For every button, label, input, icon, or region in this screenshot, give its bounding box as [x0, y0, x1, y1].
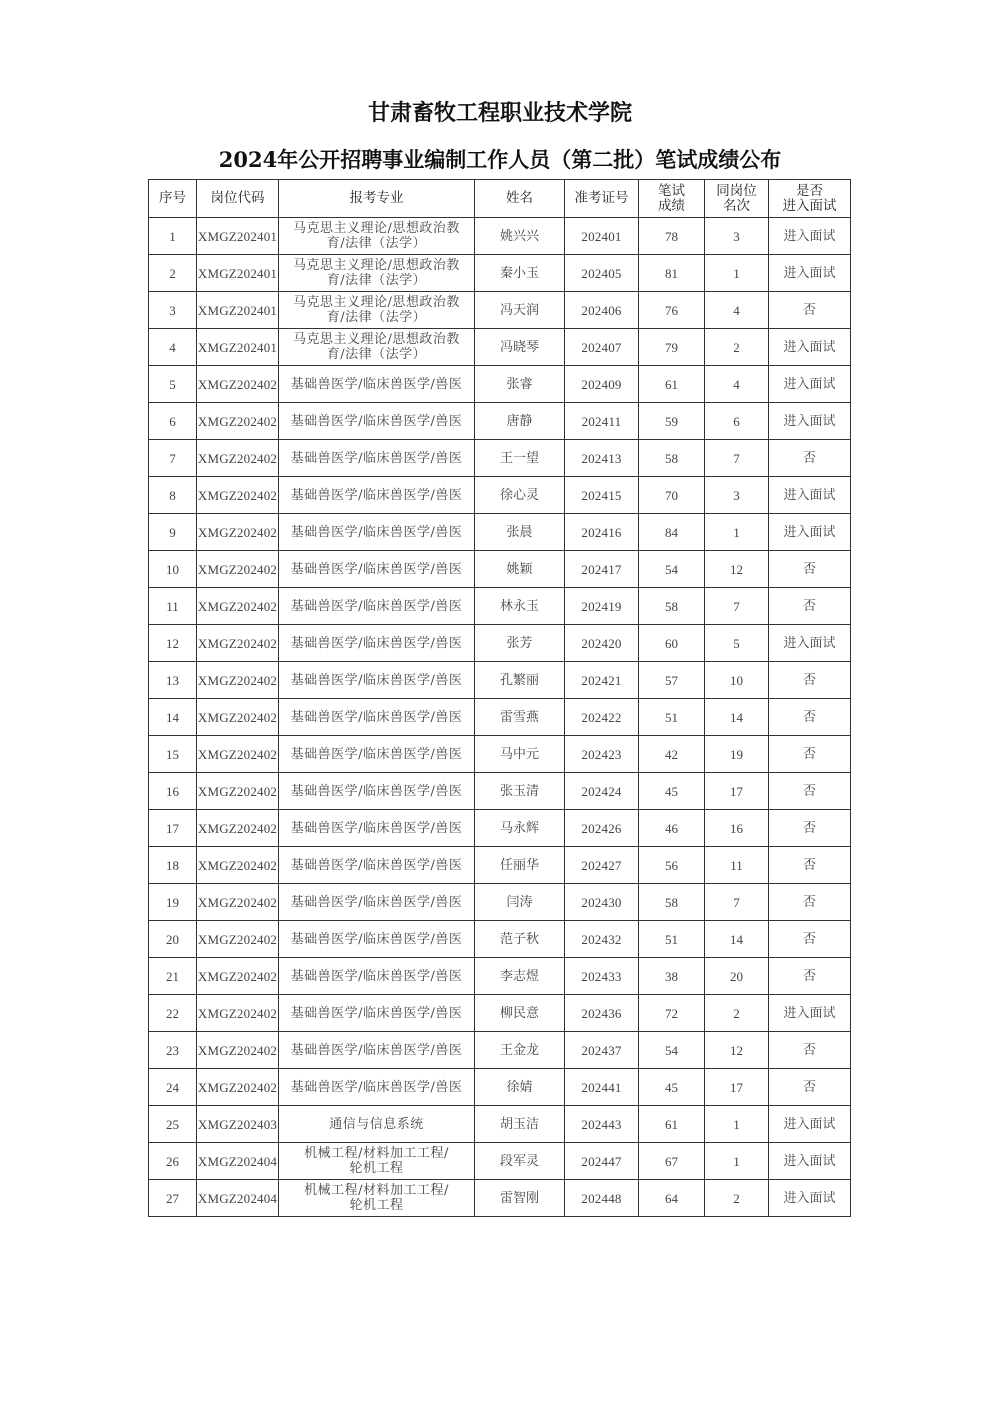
cell-name: 雷智刚 [475, 1180, 565, 1217]
cell-major [279, 662, 475, 699]
table-row [149, 551, 851, 588]
cell-score: 51 [639, 921, 705, 958]
cell-major-line1: 基础兽医学/临床兽医学/兽医 [290, 376, 463, 392]
cell-index: 20 [149, 921, 197, 958]
cell-name: 徐婧 [475, 1069, 565, 1106]
cell-index: 22 [149, 995, 197, 1032]
cell-major [279, 366, 475, 403]
cell-major [279, 588, 475, 625]
cell-major [279, 477, 475, 514]
cell-major [279, 1032, 475, 1069]
cell-major-line1: 基础兽医学/临床兽医学/兽医 [290, 931, 463, 947]
cell-rank: 11 [705, 847, 769, 884]
cell-post-code: XMGZ202402 [197, 403, 279, 440]
header-rank-line1: 同岗位 [716, 182, 757, 199]
cell-major-line2: 育/法律（法学） [326, 347, 427, 362]
cell-exam-id: 202447 [565, 1143, 639, 1180]
cell-post-code: XMGZ202402 [197, 1032, 279, 1069]
cell-name: 张芳 [475, 625, 565, 662]
cell-rank: 2 [705, 995, 769, 1032]
cell-major [279, 810, 475, 847]
cell-post-code: XMGZ202402 [197, 662, 279, 699]
header-major: 报考专业 [279, 180, 475, 218]
cell-rank: 4 [705, 292, 769, 329]
cell-major [279, 1069, 475, 1106]
cell-major [279, 551, 475, 588]
cell-interview: 否 [769, 958, 851, 995]
cell-rank: 17 [705, 773, 769, 810]
cell-interview: 进入面试 [769, 477, 851, 514]
cell-score: 58 [639, 440, 705, 477]
cell-score: 57 [639, 662, 705, 699]
cell-major [279, 699, 475, 736]
cell-major-line1: 基础兽医学/临床兽医学/兽医 [290, 672, 463, 688]
cell-post-code: XMGZ202401 [197, 329, 279, 366]
cell-exam-id: 202411 [565, 403, 639, 440]
cell-rank: 14 [705, 921, 769, 958]
cell-interview: 进入面试 [769, 403, 851, 440]
cell-index: 21 [149, 958, 197, 995]
cell-interview: 进入面试 [769, 1180, 851, 1217]
cell-major-line1: 马克思主义理论/思想政治教 [293, 221, 460, 236]
cell-post-code: XMGZ202402 [197, 810, 279, 847]
cell-major [279, 847, 475, 884]
cell-interview: 否 [769, 847, 851, 884]
header-rank-line2: 名次 [723, 197, 750, 214]
cell-major-line1: 基础兽医学/临床兽医学/兽医 [290, 561, 463, 577]
cell-major-line1: 基础兽医学/临床兽医学/兽医 [290, 524, 463, 540]
cell-score: 46 [639, 810, 705, 847]
cell-rank: 4 [705, 366, 769, 403]
cell-name: 马永辉 [475, 810, 565, 847]
cell-major [279, 403, 475, 440]
cell-interview: 进入面试 [769, 366, 851, 403]
table-row [149, 736, 851, 773]
cell-name: 闫涛 [475, 884, 565, 921]
cell-name: 孔繁丽 [475, 662, 565, 699]
cell-rank: 1 [705, 1106, 769, 1143]
cell-index: 11 [149, 588, 197, 625]
cell-rank: 2 [705, 1180, 769, 1217]
cell-interview: 否 [769, 884, 851, 921]
cell-post-code: XMGZ202402 [197, 995, 279, 1032]
table-row [149, 810, 851, 847]
cell-interview: 否 [769, 1032, 851, 1069]
cell-major-line1: 通信与信息系统 [329, 1116, 424, 1132]
cell-major-line1: 基础兽医学/临床兽医学/兽医 [290, 783, 463, 799]
cell-index: 10 [149, 551, 197, 588]
cell-index: 5 [149, 366, 197, 403]
cell-exam-id: 202448 [565, 1180, 639, 1217]
cell-interview: 进入面试 [769, 514, 851, 551]
cell-name: 冯天润 [475, 292, 565, 329]
cell-major-line1: 基础兽医学/临床兽医学/兽医 [290, 450, 463, 466]
cell-name: 任丽华 [475, 847, 565, 884]
cell-post-code: XMGZ202402 [197, 699, 279, 736]
cell-interview: 否 [769, 440, 851, 477]
cell-major-line1: 马克思主义理论/思想政治教 [293, 295, 460, 310]
header-exam-id: 准考证号 [565, 180, 639, 218]
header-name: 姓名 [475, 180, 565, 218]
cell-index: 25 [149, 1106, 197, 1143]
cell-interview: 否 [769, 551, 851, 588]
cell-name: 张睿 [475, 366, 565, 403]
cell-exam-id: 202401 [565, 218, 639, 255]
cell-rank: 12 [705, 1032, 769, 1069]
cell-score: 61 [639, 1106, 705, 1143]
cell-major-line1: 基础兽医学/临床兽医学/兽医 [290, 857, 463, 873]
cell-interview: 进入面试 [769, 329, 851, 366]
cell-name: 王一望 [475, 440, 565, 477]
cell-rank: 20 [705, 958, 769, 995]
cell-major [279, 329, 475, 366]
cell-exam-id: 202443 [565, 1106, 639, 1143]
table-row [149, 699, 851, 736]
cell-rank: 14 [705, 699, 769, 736]
cell-exam-id: 202420 [565, 625, 639, 662]
cell-exam-id: 202422 [565, 699, 639, 736]
table-row [149, 625, 851, 662]
table-row [149, 514, 851, 551]
cell-major [279, 1180, 475, 1217]
cell-post-code: XMGZ202402 [197, 625, 279, 662]
cell-major [279, 884, 475, 921]
cell-interview: 进入面试 [769, 1106, 851, 1143]
cell-exam-id: 202409 [565, 366, 639, 403]
cell-name: 唐静 [475, 403, 565, 440]
cell-score: 58 [639, 588, 705, 625]
cell-index: 12 [149, 625, 197, 662]
cell-interview: 进入面试 [769, 218, 851, 255]
cell-index: 23 [149, 1032, 197, 1069]
cell-index: 26 [149, 1143, 197, 1180]
cell-exam-id: 202436 [565, 995, 639, 1032]
cell-rank: 6 [705, 403, 769, 440]
cell-score: 59 [639, 403, 705, 440]
cell-post-code: XMGZ202402 [197, 440, 279, 477]
cell-interview: 否 [769, 588, 851, 625]
table-row [149, 1032, 851, 1069]
cell-major [279, 625, 475, 662]
cell-name: 张晨 [475, 514, 565, 551]
header-interview-line1: 是否 [796, 182, 823, 199]
cell-major [279, 440, 475, 477]
cell-score: 64 [639, 1180, 705, 1217]
cell-rank: 17 [705, 1069, 769, 1106]
cell-score: 58 [639, 884, 705, 921]
table-row [149, 1106, 851, 1143]
cell-major-line1: 基础兽医学/临床兽医学/兽医 [290, 487, 463, 503]
cell-exam-id: 202432 [565, 921, 639, 958]
header-rank [705, 180, 769, 218]
cell-index: 2 [149, 255, 197, 292]
cell-name: 王金龙 [475, 1032, 565, 1069]
cell-major-line1: 机械工程/材料加工工程/ [304, 1146, 449, 1161]
cell-score: 51 [639, 699, 705, 736]
cell-index: 8 [149, 477, 197, 514]
header-score-line1: 笔试 [658, 182, 685, 199]
cell-major [279, 218, 475, 255]
cell-name: 冯晓琴 [475, 329, 565, 366]
cell-post-code: XMGZ202404 [197, 1180, 279, 1217]
header-score [639, 180, 705, 218]
cell-interview: 否 [769, 699, 851, 736]
cell-score: 54 [639, 551, 705, 588]
cell-major [279, 1106, 475, 1143]
cell-interview: 否 [769, 736, 851, 773]
cell-major-line1: 马克思主义理论/思想政治教 [293, 258, 460, 273]
cell-rank: 10 [705, 662, 769, 699]
cell-major-line2: 轮机工程 [349, 1161, 404, 1176]
cell-major [279, 958, 475, 995]
cell-index: 19 [149, 884, 197, 921]
cell-exam-id: 202405 [565, 255, 639, 292]
cell-major-line2: 育/法律（法学） [326, 310, 427, 325]
cell-index: 14 [149, 699, 197, 736]
cell-major [279, 995, 475, 1032]
cell-interview: 进入面试 [769, 625, 851, 662]
document-title: 甘肃畜牧工程职业技术学院 [367, 100, 632, 126]
cell-score: 84 [639, 514, 705, 551]
cell-exam-id: 202437 [565, 1032, 639, 1069]
cell-name: 雷雪燕 [475, 699, 565, 736]
cell-rank: 3 [705, 218, 769, 255]
cell-score: 76 [639, 292, 705, 329]
cell-exam-id: 202423 [565, 736, 639, 773]
cell-name: 范子秋 [475, 921, 565, 958]
cell-name: 徐心灵 [475, 477, 565, 514]
cell-name: 段军灵 [475, 1143, 565, 1180]
table-row [149, 440, 851, 477]
cell-major [279, 736, 475, 773]
table-row [149, 403, 851, 440]
table-header-row [149, 180, 851, 218]
table-row [149, 329, 851, 366]
cell-post-code: XMGZ202402 [197, 551, 279, 588]
table-row [149, 218, 851, 255]
cell-exam-id: 202416 [565, 514, 639, 551]
table-body [149, 218, 851, 1217]
table-row [149, 588, 851, 625]
cell-index: 27 [149, 1180, 197, 1217]
cell-interview: 否 [769, 921, 851, 958]
cell-name: 李志煜 [475, 958, 565, 995]
table-row [149, 477, 851, 514]
cell-major-line1: 机械工程/材料加工工程/ [304, 1183, 449, 1198]
cell-score: 81 [639, 255, 705, 292]
table-row [149, 995, 851, 1032]
cell-exam-id: 202441 [565, 1069, 639, 1106]
table-row [149, 1180, 851, 1217]
table-row [149, 255, 851, 292]
cell-interview: 否 [769, 292, 851, 329]
cell-index: 3 [149, 292, 197, 329]
cell-index: 9 [149, 514, 197, 551]
cell-post-code: XMGZ202404 [197, 1143, 279, 1180]
table-row [149, 1069, 851, 1106]
header-index: 序号 [149, 180, 197, 218]
cell-name: 姚兴兴 [475, 218, 565, 255]
cell-post-code: XMGZ202403 [197, 1106, 279, 1143]
cell-rank: 19 [705, 736, 769, 773]
cell-major-line1: 基础兽医学/临床兽医学/兽医 [290, 709, 463, 725]
cell-score: 60 [639, 625, 705, 662]
cell-name: 马中元 [475, 736, 565, 773]
cell-exam-id: 202433 [565, 958, 639, 995]
table-row [149, 958, 851, 995]
cell-post-code: XMGZ202402 [197, 958, 279, 995]
cell-post-code: XMGZ202402 [197, 1069, 279, 1106]
cell-score: 45 [639, 1069, 705, 1106]
cell-exam-id: 202417 [565, 551, 639, 588]
cell-major-line1: 基础兽医学/临床兽医学/兽医 [290, 413, 463, 429]
cell-exam-id: 202430 [565, 884, 639, 921]
header-interview-line2: 进入面试 [782, 197, 837, 214]
cell-interview: 否 [769, 1069, 851, 1106]
cell-major-line1: 基础兽医学/临床兽医学/兽医 [290, 894, 463, 910]
cell-rank: 2 [705, 329, 769, 366]
cell-major-line1: 基础兽医学/临床兽医学/兽医 [290, 968, 463, 984]
cell-exam-id: 202424 [565, 773, 639, 810]
cell-exam-id: 202406 [565, 292, 639, 329]
table-row [149, 884, 851, 921]
cell-post-code: XMGZ202402 [197, 514, 279, 551]
cell-major-line2: 轮机工程 [349, 1198, 404, 1213]
cell-major [279, 292, 475, 329]
header-post-code: 岗位代码 [197, 180, 279, 218]
cell-name: 林永玉 [475, 588, 565, 625]
cell-rank: 7 [705, 440, 769, 477]
cell-major-line2: 育/法律（法学） [326, 236, 427, 251]
cell-index: 1 [149, 218, 197, 255]
cell-rank: 7 [705, 588, 769, 625]
table-row [149, 366, 851, 403]
cell-score: 72 [639, 995, 705, 1032]
cell-major [279, 255, 475, 292]
cell-post-code: XMGZ202402 [197, 477, 279, 514]
document-subtitle: 2024年公开招聘事业编制工作人员（第二批）笔试成绩公布 [218, 147, 782, 172]
cell-index: 15 [149, 736, 197, 773]
table-row [149, 847, 851, 884]
cell-major-line1: 基础兽医学/临床兽医学/兽医 [290, 598, 463, 614]
cell-post-code: XMGZ202401 [197, 255, 279, 292]
cell-major [279, 921, 475, 958]
cell-rank: 1 [705, 1143, 769, 1180]
cell-rank: 5 [705, 625, 769, 662]
cell-score: 70 [639, 477, 705, 514]
header-score-line2: 成绩 [658, 197, 685, 214]
cell-rank: 1 [705, 514, 769, 551]
header-interview [769, 180, 851, 218]
cell-score: 38 [639, 958, 705, 995]
table-row [149, 662, 851, 699]
cell-score: 42 [639, 736, 705, 773]
cell-exam-id: 202421 [565, 662, 639, 699]
cell-post-code: XMGZ202402 [197, 773, 279, 810]
cell-index: 4 [149, 329, 197, 366]
score-table [148, 179, 851, 1217]
cell-major-line1: 基础兽医学/临床兽医学/兽医 [290, 1042, 463, 1058]
cell-post-code: XMGZ202402 [197, 921, 279, 958]
cell-exam-id: 202407 [565, 329, 639, 366]
cell-interview: 否 [769, 662, 851, 699]
table-row [149, 921, 851, 958]
cell-major-line1: 基础兽医学/临床兽医学/兽医 [290, 635, 463, 651]
cell-name: 秦小玉 [475, 255, 565, 292]
cell-exam-id: 202427 [565, 847, 639, 884]
cell-post-code: XMGZ202402 [197, 847, 279, 884]
cell-post-code: XMGZ202402 [197, 366, 279, 403]
cell-post-code: XMGZ202402 [197, 736, 279, 773]
cell-interview: 进入面试 [769, 995, 851, 1032]
cell-post-code: XMGZ202402 [197, 588, 279, 625]
cell-major-line1: 基础兽医学/临床兽医学/兽医 [290, 1079, 463, 1095]
cell-name: 张玉清 [475, 773, 565, 810]
cell-score: 54 [639, 1032, 705, 1069]
cell-rank: 3 [705, 477, 769, 514]
cell-interview: 否 [769, 773, 851, 810]
cell-major [279, 1143, 475, 1180]
cell-interview: 进入面试 [769, 255, 851, 292]
table-row [149, 773, 851, 810]
cell-score: 79 [639, 329, 705, 366]
cell-major [279, 773, 475, 810]
cell-major [279, 514, 475, 551]
cell-rank: 7 [705, 884, 769, 921]
cell-score: 45 [639, 773, 705, 810]
cell-exam-id: 202415 [565, 477, 639, 514]
cell-name: 柳民意 [475, 995, 565, 1032]
cell-index: 7 [149, 440, 197, 477]
cell-post-code: XMGZ202401 [197, 218, 279, 255]
cell-major-line2: 育/法律（法学） [326, 273, 427, 288]
cell-interview: 进入面试 [769, 1143, 851, 1180]
cell-index: 18 [149, 847, 197, 884]
cell-name: 姚颖 [475, 551, 565, 588]
cell-major-line1: 基础兽医学/临床兽医学/兽医 [290, 820, 463, 836]
cell-post-code: XMGZ202401 [197, 292, 279, 329]
cell-name: 胡玉洁 [475, 1106, 565, 1143]
cell-major-line1: 基础兽医学/临床兽医学/兽医 [290, 1005, 463, 1021]
cell-major-line1: 基础兽医学/临床兽医学/兽医 [290, 746, 463, 762]
cell-post-code: XMGZ202402 [197, 884, 279, 921]
cell-score: 67 [639, 1143, 705, 1180]
cell-score: 56 [639, 847, 705, 884]
cell-index: 16 [149, 773, 197, 810]
cell-score: 78 [639, 218, 705, 255]
cell-exam-id: 202426 [565, 810, 639, 847]
cell-index: 6 [149, 403, 197, 440]
cell-interview: 否 [769, 810, 851, 847]
cell-exam-id: 202419 [565, 588, 639, 625]
cell-index: 24 [149, 1069, 197, 1106]
cell-index: 17 [149, 810, 197, 847]
cell-index: 13 [149, 662, 197, 699]
cell-score: 61 [639, 366, 705, 403]
cell-exam-id: 202413 [565, 440, 639, 477]
cell-rank: 16 [705, 810, 769, 847]
table-row [149, 292, 851, 329]
cell-rank: 12 [705, 551, 769, 588]
table-row [149, 1143, 851, 1180]
cell-major-line1: 马克思主义理论/思想政治教 [293, 332, 460, 347]
cell-rank: 1 [705, 255, 769, 292]
